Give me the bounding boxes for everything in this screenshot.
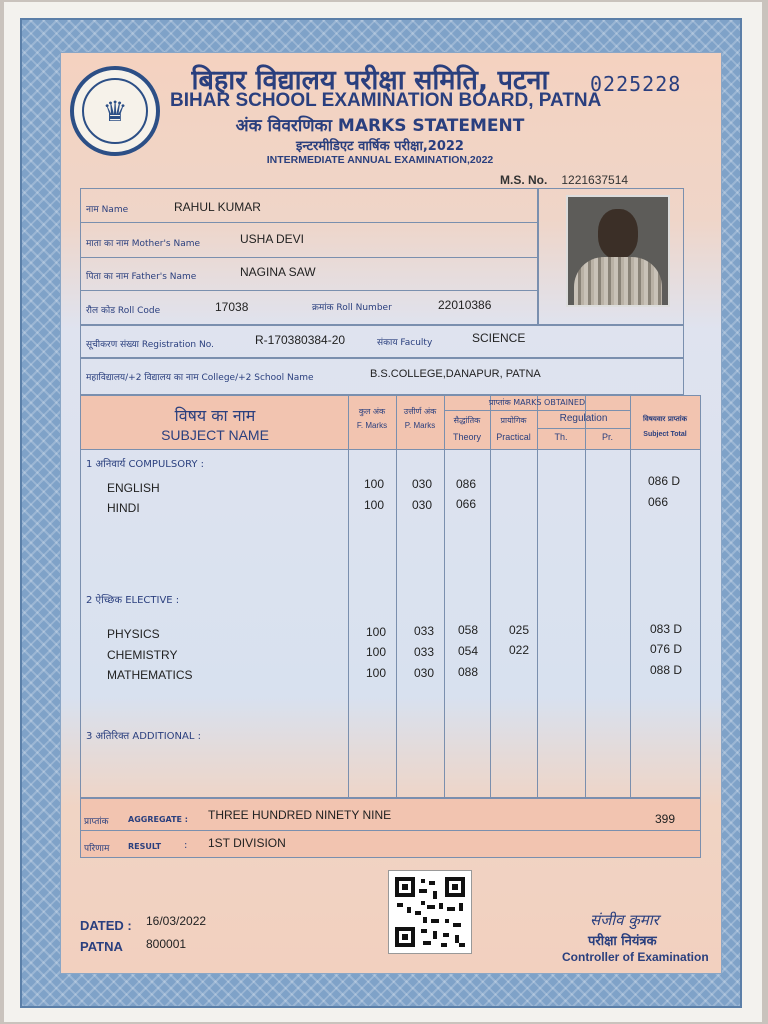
roll-number: 22010386 <box>438 298 492 312</box>
pass-marks-header-hindi: उत्तीर्ण अंक <box>403 407 437 416</box>
qr-code <box>388 870 472 954</box>
elective-section-label: 2 ऐच्छिक ELECTIVE : <box>86 595 180 606</box>
theory-marks: 066 <box>456 497 477 511</box>
subject-name: CHEMISTRY <box>107 648 178 662</box>
full-marks: 100 <box>366 625 387 639</box>
exam-name-hindi: इन्टरमीडिएट वार्षिक परीक्षा,2022 <box>296 139 464 154</box>
student-name: RAHUL KUMAR <box>174 200 261 214</box>
full-marks-header-hindi: कुल अंक <box>358 407 386 416</box>
roll-number-label: क्रमांक Roll Number <box>312 303 392 313</box>
pass-marks: 030 <box>414 666 435 680</box>
registration-label: सूचीकरण संख्या Registration No. <box>86 340 214 350</box>
regulation-practical-header: Pr. <box>601 432 613 442</box>
subject-total-header: Subject Total <box>643 431 687 438</box>
subject-total-header-hindi: विषयवार प्राप्तांक <box>643 415 687 423</box>
name-row <box>80 188 538 223</box>
aggregate-block <box>80 798 701 858</box>
student-photo <box>566 195 670 307</box>
exam-name-english: INTERMEDIATE ANNUAL EXAMINATION,2022 <box>266 154 494 166</box>
col-divider <box>537 395 538 798</box>
pin-code: 800001 <box>146 937 187 951</box>
ms-number-value: 1221637514 <box>561 173 629 187</box>
regulation-theory-header: Th. <box>554 432 568 442</box>
ms-number <box>500 173 628 187</box>
pass-marks: 033 <box>414 624 435 638</box>
col-divider <box>630 395 631 798</box>
practical-header-hindi: प्रायोगिक <box>500 416 527 425</box>
pass-marks: 030 <box>412 477 433 491</box>
col-divider <box>348 395 349 798</box>
mother-name: USHA DEVI <box>240 232 305 246</box>
ms-number-label: M.S. No. <box>500 173 548 187</box>
board-name-hindi: बिहार विद्यालय परीक्षा समिति, पटना <box>191 65 549 96</box>
seal-figure-icon: ♛ <box>82 78 148 144</box>
aggregate-in-words: THREE HUNDRED NINETY NINE <box>208 808 392 822</box>
theory-marks: 088 <box>458 665 479 679</box>
aggregate-divider <box>80 830 701 831</box>
aggregate-total: 399 <box>655 812 676 826</box>
practical-marks: 022 <box>509 643 530 657</box>
full-marks-header: F. Marks <box>356 421 388 430</box>
result-label-hindi: परिणाम <box>84 844 110 854</box>
pass-marks: 030 <box>412 498 433 512</box>
place-label: PATNA <box>80 939 123 954</box>
aggregate-label-hindi: प्राप्तांक <box>84 817 109 827</box>
regulation-header: Regulation <box>559 413 608 424</box>
theory-marks: 086 <box>456 477 477 491</box>
header-divider <box>537 428 630 429</box>
subject-header-english: SUBJECT NAME <box>161 427 269 443</box>
result-separator: : <box>184 840 188 851</box>
name-label: नाम Name <box>86 205 129 215</box>
faculty-label: संकाय Faculty <box>377 338 433 348</box>
board-name-english: BIHAR SCHOOL EXAMINATION BOARD, PATNA <box>170 90 602 111</box>
subject-name: HINDI <box>107 501 140 515</box>
full-marks: 100 <box>364 498 385 512</box>
full-marks: 100 <box>366 645 387 659</box>
result-division: 1ST DIVISION <box>208 836 286 850</box>
registration-number: R-170380384-20 <box>255 333 346 347</box>
subject-name: MATHEMATICS <box>107 668 193 682</box>
subject-total: 088 D <box>650 663 683 677</box>
marks-obtained-header: प्राप्तांक MARKS OBTAINED <box>488 398 586 407</box>
roll-code: 17038 <box>215 300 249 314</box>
theory-marks: 054 <box>458 644 479 658</box>
subject-total: 083 D <box>650 622 683 636</box>
subject-name: PHYSICS <box>107 627 160 641</box>
subject-name: ENGLISH <box>107 481 160 495</box>
full-marks: 100 <box>366 666 387 680</box>
col-divider <box>585 395 586 798</box>
photo-head-shape <box>598 209 638 259</box>
photo-body-shape <box>574 257 662 307</box>
mother-label: माता का नाम Mother's Name <box>86 239 201 249</box>
practical-header: Practical <box>496 432 531 442</box>
issue-date: 16/03/2022 <box>146 914 207 928</box>
theory-header: Theory <box>452 432 481 442</box>
qr-pattern-icon <box>389 871 471 953</box>
col-divider <box>396 395 397 798</box>
col-divider <box>490 395 491 798</box>
father-label: पिता का नाम Father's Name <box>86 272 197 282</box>
roll-code-label: रौल कोड Roll Code <box>86 306 161 316</box>
full-marks: 100 <box>364 477 385 491</box>
theory-header-hindi: सैद्धांतिक <box>453 416 481 425</box>
result-label: RESULT <box>128 842 162 851</box>
dated-label: DATED : <box>80 918 132 933</box>
subject-header-hindi: विषय का नाम <box>174 406 256 425</box>
compulsory-section-label: 1 अनिवार्य COMPULSORY : <box>86 459 205 470</box>
col-divider <box>444 395 445 798</box>
subject-total: 076 D <box>650 642 683 656</box>
serial-number: 0225228 <box>590 72 682 96</box>
college-name: B.S.COLLEGE,DANAPUR, PATNA <box>370 368 541 380</box>
faculty: SCIENCE <box>472 331 526 345</box>
theory-marks: 058 <box>458 623 479 637</box>
father-name: NAGINA SAW <box>240 265 316 279</box>
controller-title-english: Controller of Examination <box>562 950 709 964</box>
subject-total: 086 D <box>648 474 681 488</box>
practical-marks: 025 <box>509 623 530 637</box>
pass-marks: 033 <box>414 645 435 659</box>
pass-marks-header: P. Marks <box>404 421 436 430</box>
additional-section-label: 3 अतिरिक्त ADDITIONAL : <box>86 731 201 742</box>
board-seal-logo <box>70 66 160 156</box>
statement-title: अंक विवरणिका MARKS STATEMENT <box>235 116 525 136</box>
controller-signature: संजीव कुमार <box>590 911 659 929</box>
subject-total: 066 <box>648 495 669 509</box>
aggregate-label: AGGREGATE : <box>128 815 188 824</box>
controller-title-hindi: परीक्षा नियंत्रक <box>588 934 657 949</box>
header-divider <box>444 410 630 411</box>
college-label: महाविद्यालय/+2 विद्यालय का नाम College/+2 School Name <box>86 373 314 383</box>
